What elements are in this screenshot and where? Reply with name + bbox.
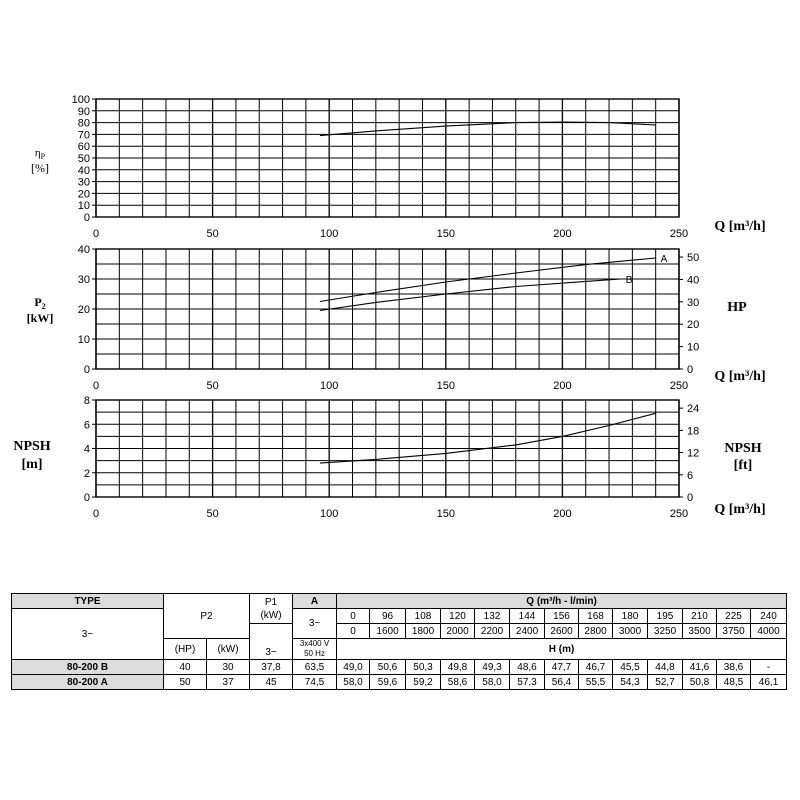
row-h: 46,7 [579,660,613,675]
table-row [12,675,787,690]
q-m3h-cell: 225 [717,609,751,624]
row-h: 48,6 [510,660,545,675]
q-m3h-cell: 132 [475,609,510,624]
q-m3h-cell: 144 [510,609,545,624]
hp-unit: (HP) [164,639,207,660]
q-m3h-cell: 156 [545,609,579,624]
x-tick-label: 250 [669,228,689,240]
x-axis-label: Q [m³/h] [714,502,766,517]
q-m3h-cell: 180 [613,609,648,624]
y-tick-label: 0 [83,364,90,376]
row-h: 54,3 [613,675,648,690]
y-tick-label: 80 [77,117,90,130]
y-right-axis-label: HP [727,300,747,315]
row-h: 58,0 [475,675,510,690]
frequency-text: 50 Hz [304,649,325,658]
q-m3h-cell: 195 [648,609,683,624]
x-tick-label: 100 [320,228,339,240]
row-h: 58,0 [337,675,370,690]
series-label-b: B [625,275,633,286]
row-hp: 40 [164,660,207,675]
y-tick-label: 20 [77,304,90,316]
p1-unit: (kW) [260,609,282,621]
q-lmin-cell: 1600 [370,624,406,639]
row-kw: 30 [207,660,250,675]
series-line-1 [320,122,656,136]
y-tick-label: 6 [83,419,90,432]
row-a: 63,5 [293,660,337,675]
y-right-tick-label: 10 [687,341,700,354]
y-right-tick-label: 30 [687,296,700,309]
row-hp: 50 [164,675,207,690]
y-tick-label: 30 [77,176,90,189]
type-phase: 3~ [12,609,164,660]
row-h: 45,5 [613,660,648,675]
x-tick-label: 150 [436,508,455,520]
row-type: 80-200 A [12,675,164,690]
q-lmin-cell: 3750 [717,624,751,639]
q-lmin-cell: 1800 [406,624,441,639]
row-h: 59,2 [406,675,441,690]
row-p1: 45 [250,675,293,690]
y-right-tick-label: 20 [687,319,700,332]
row-h: 44,8 [648,660,683,675]
q-lmin-cell: 3500 [683,624,717,639]
series-label-a: A [660,254,668,265]
y-right-tick-label: 50 [687,252,700,265]
row-h: 58,6 [441,675,475,690]
x-tick-label: 50 [206,508,219,520]
q-lmin-cell: 2800 [579,624,613,639]
row-h: 52,7 [648,675,683,690]
chart-panel-2 [92,249,683,369]
row-h: 41,6 [683,660,717,675]
x-tick-label: 100 [320,508,339,520]
row-h: 49,3 [475,660,510,675]
a-header: A [293,594,337,609]
h-header: H (m) [337,639,787,660]
row-h: 47,7 [545,660,579,675]
chart-panel-1 [92,99,679,217]
table-row [12,660,787,675]
x-tick-label: 100 [320,380,339,392]
q-lmin-cell: 0 [337,624,370,639]
y-tick-label: 100 [71,94,90,106]
q-m3h-cell: 108 [406,609,441,624]
row-h: 49,0 [337,660,370,675]
y-axis-unit: [kW] [26,311,54,325]
y-right-tick-label: 6 [687,469,694,482]
q-m3h-cell: 240 [751,609,787,624]
y-tick-label: 20 [77,188,90,201]
performance-table [11,593,787,690]
y-tick-label: 0 [83,212,90,224]
y-right-tick-label: 0 [687,364,694,376]
x-tick-label: 0 [92,380,100,392]
y-tick-label: 10 [77,200,90,213]
q-lmin-cell: 2200 [475,624,510,639]
row-h: 57,3 [510,675,545,690]
row-h: 50,6 [370,660,406,675]
x-tick-label: 0 [92,508,100,520]
y-right-axis-unit: [ft] [733,458,753,473]
row-h: 50,3 [406,660,441,675]
q-lmin-cell: 2600 [545,624,579,639]
y-tick-label: 70 [77,129,90,142]
row-kw: 37 [207,675,250,690]
row-h: 46,1 [751,675,787,690]
q-m3h-cell: 210 [683,609,717,624]
q-m3h-cell: 0 [337,609,370,624]
voltage-text: 3x400 V [299,639,330,648]
y-right-tick-label: 0 [687,492,694,504]
y-right-axis-label: NPSH [724,441,762,456]
row-h: 59,6 [370,675,406,690]
q-header: Q (m³/h - l/min) [337,594,787,609]
x-tick-label: 200 [553,228,572,240]
q-lmin-cell: 4000 [751,624,787,639]
y-tick-label: 10 [77,334,90,346]
kw-unit: (kW) [207,639,250,660]
x-axis-label: Q [m³/h] [714,219,766,234]
voltage-label [293,639,337,660]
q-m3h-cell: 168 [579,609,613,624]
y-tick-label: 2 [83,467,90,480]
q-m3h-cell: 96 [370,609,406,624]
row-type: 80-200 B [12,660,164,675]
y-axis-label: $P_2$ [34,295,46,311]
a-phase: 3~ [293,609,337,639]
x-tick-label: 200 [553,380,572,392]
y-right-tick-label: 12 [687,447,700,460]
row-h: 48,5 [717,675,751,690]
p2-header: P2 [164,594,250,639]
x-tick-label: 200 [553,508,572,520]
row-a: 74,5 [293,675,337,690]
x-tick-label: 250 [669,508,689,520]
q-lmin-cell: 2000 [441,624,475,639]
x-tick-label: 0 [92,228,100,240]
x-axis-label: Q [m³/h] [714,369,766,384]
y-axis-unit: [%] [31,161,49,175]
x-tick-label: 50 [206,228,219,240]
p1-header [250,594,293,624]
chart-panel-3 [92,400,683,497]
p1-label: P1 [264,596,278,608]
type-header: TYPE [12,594,164,609]
y-tick-label: 4 [83,443,90,456]
x-tick-label: 150 [436,228,455,240]
row-h: 50,8 [683,675,717,690]
q-m3h-cell: 120 [441,609,475,624]
q-lmin-cell: 3000 [613,624,648,639]
y-tick-label: 30 [77,274,90,286]
row-h: - [751,660,787,675]
y-right-tick-label: 40 [687,274,700,287]
series-line-3 [320,413,656,463]
y-tick-label: 8 [83,395,90,407]
p1-phase: 3~ [250,624,293,660]
y-tick-label: 40 [77,164,90,177]
x-tick-label: 150 [436,380,455,392]
row-p1: 37,8 [250,660,293,675]
y-tick-label: 0 [83,492,90,504]
y-axis-label: NPSH [13,439,51,454]
y-right-tick-label: 18 [687,425,700,438]
y-right-tick-label: 24 [687,403,700,416]
y-tick-label: 90 [77,105,90,118]
q-lmin-cell: 3250 [648,624,683,639]
y-axis-label: $\eta_P$ [34,147,46,161]
y-axis-unit: [m] [21,457,43,472]
row-h: 55,5 [579,675,613,690]
x-tick-label: 250 [669,380,689,392]
y-tick-label: 40 [77,244,90,256]
x-tick-label: 50 [206,380,219,392]
q-lmin-cell: 2400 [510,624,545,639]
row-h: 38,6 [717,660,751,675]
y-tick-label: 60 [77,141,90,154]
y-tick-label: 50 [77,153,90,165]
row-h: 49,8 [441,660,475,675]
row-h: 56,4 [545,675,579,690]
